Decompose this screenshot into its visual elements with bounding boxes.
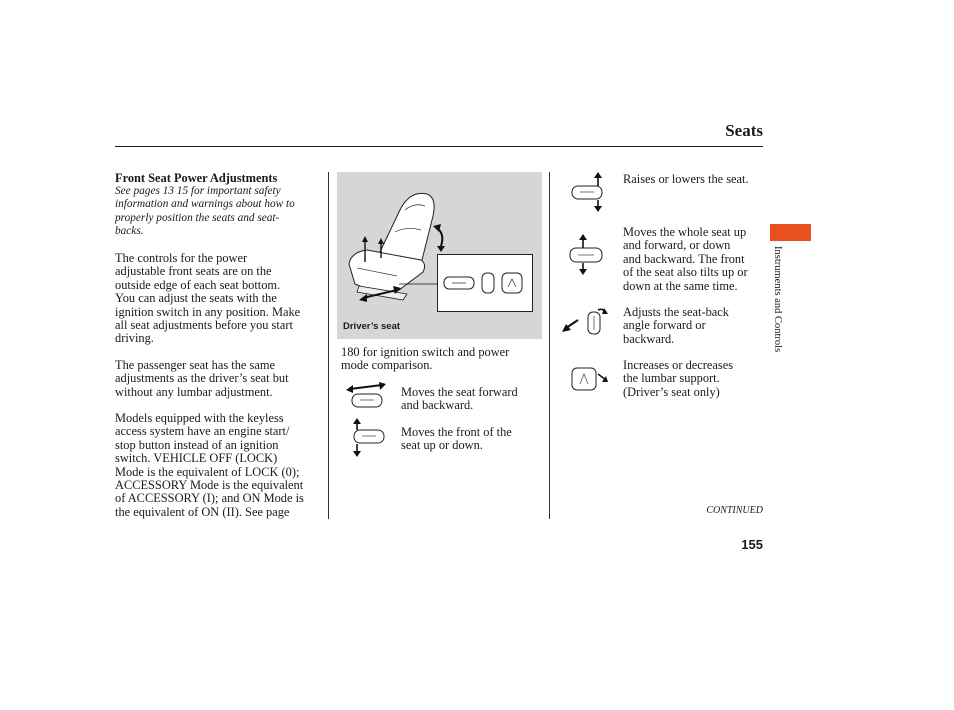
- front-tilt-description: [401, 426, 512, 453]
- text-line: The passenger seat has the same: [115, 358, 275, 372]
- paragraph-continued: [341, 346, 509, 373]
- continued-label: CONTINUED: [706, 505, 763, 516]
- text-line: adjustments as the driver’s seat but: [115, 371, 289, 386]
- section-side-label-text: Instruments and Controls: [772, 246, 783, 353]
- figure-caption: Driver’s seat: [343, 321, 401, 332]
- text-line: Models equipped with the keyless: [115, 411, 284, 425]
- text-line: and forward, or down: [623, 238, 731, 253]
- text-line: down at the same time.: [623, 278, 738, 293]
- lumbar-description: [623, 359, 733, 399]
- text-line: Moves the front of the: [401, 425, 512, 439]
- text-line: Raises or lowers the seat.: [623, 172, 749, 186]
- text-line: and backward.: [401, 398, 474, 413]
- text-line: of the seat also tilts up or: [623, 265, 748, 280]
- text-line: without any lumbar adjustment.: [115, 384, 273, 399]
- paragraph-controls: [115, 252, 300, 346]
- text-line: backward.: [623, 331, 675, 346]
- safety-reference-line: See pages 13 15 for important safety: [115, 185, 281, 197]
- front-tilt-switch-icon: [350, 418, 386, 458]
- height-description: [623, 173, 749, 186]
- text-line: Increases or decreases: [623, 358, 734, 372]
- text-line: Moves the seat forward: [401, 385, 518, 399]
- page-title: Seats: [725, 121, 763, 140]
- text-line: seat up or down.: [401, 438, 483, 453]
- text-line: Adjusts the seat-back: [623, 305, 729, 319]
- safety-reference-line: properly position the seats and seat-: [115, 211, 280, 224]
- title-rule: [115, 146, 763, 147]
- text-line: the equivalent of ON (II). See page: [115, 504, 290, 519]
- text-line: adjustable front seats are on the: [115, 264, 272, 279]
- text-line: You can adjust the seats with the: [115, 291, 277, 306]
- text-line: access system have an engine start/: [115, 424, 290, 439]
- whole-seat-description: [623, 226, 748, 293]
- text-line: (Driver’s seat only): [623, 384, 720, 399]
- text-line: and backward. The front: [623, 251, 745, 266]
- text-line: angle forward or: [623, 318, 706, 333]
- text-line: all seat adjustments before you start: [115, 318, 293, 333]
- seat-height-switch-icon: [570, 170, 606, 214]
- text-line: of ACCESSORY (I); and ON Mode is: [115, 491, 304, 506]
- text-line: ignition switch in any position. Make: [115, 304, 301, 319]
- lumbar-switch-icon: [570, 364, 610, 394]
- section-heading: Front Seat Power Adjustments: [115, 171, 278, 185]
- text-line: stop button instead of an ignition: [115, 437, 279, 452]
- slide-description: [401, 386, 518, 413]
- text-line: mode comparison.: [341, 358, 433, 373]
- text-line: Moves the whole seat up: [623, 225, 747, 239]
- column-divider-1: [328, 172, 329, 519]
- safety-reference-line: backs.: [115, 225, 144, 238]
- text-line: ACCESSORY Mode is the equivalent: [115, 478, 304, 493]
- text-line: switch. VEHICLE OFF (LOCK): [115, 451, 278, 466]
- text-line: outside edge of each seat bottom.: [115, 277, 281, 292]
- seat-switches-closeup: [438, 255, 534, 313]
- text-line: the lumbar support.: [623, 371, 720, 386]
- drivers-seat-figure: [337, 172, 542, 339]
- text-line: driving.: [115, 331, 154, 346]
- column-divider-2: [549, 172, 550, 519]
- paragraph-passenger: [115, 359, 289, 399]
- seat-controls-inset: [437, 254, 533, 312]
- text-line: 180 for ignition switch and power: [341, 345, 510, 359]
- seat-slide-switch-icon: [346, 382, 388, 412]
- recline-description: [623, 306, 729, 346]
- text-line: Mode is the equivalent of LOCK (0);: [115, 464, 300, 479]
- whole-seat-switch-icon: [568, 234, 606, 276]
- section-tab-marker: [770, 224, 811, 241]
- page-number: 155: [741, 537, 763, 552]
- section-side-label: [771, 246, 785, 376]
- text-line: The controls for the power: [115, 251, 248, 265]
- paragraph-keyless: [115, 412, 304, 519]
- safety-reference: [115, 185, 295, 239]
- safety-reference-line: information and warnings about how to: [115, 198, 295, 211]
- recline-switch-icon: [562, 306, 608, 336]
